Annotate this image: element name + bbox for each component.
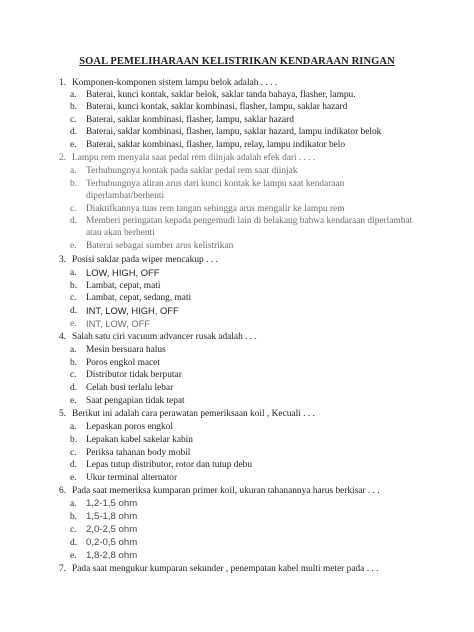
- option-letter: d.: [70, 127, 78, 137]
- option-letter: c.: [70, 370, 77, 380]
- option-text: Baterai, saklar kombinasi, flasher, lampu, saklar hazard, lampu indikator belok: [86, 127, 382, 137]
- option-letter: b.: [70, 179, 78, 189]
- option-letter: c.: [70, 115, 77, 125]
- option-text: Poros engkol macet: [86, 358, 160, 368]
- option-letter: b.: [70, 358, 78, 368]
- option-letter: a.: [70, 166, 77, 176]
- option-text: 1,8-2,8 ohm: [86, 550, 138, 561]
- question-text: Berikut ini adalah cara perawatan pemeriksaan koil , Kecuali . . .: [72, 409, 315, 419]
- option-letter: b.: [70, 281, 78, 291]
- option-letter: e.: [70, 241, 77, 251]
- option-text: Baterai sebagai sumber arus kelistrikan: [86, 241, 234, 251]
- option-letter: e.: [70, 473, 77, 483]
- option-text: Distributor tidak berputar: [86, 370, 182, 380]
- option-text: Saat pengapian tidak tepat: [86, 396, 185, 406]
- option-letter: a.: [70, 268, 77, 278]
- option-letter: a.: [70, 422, 77, 432]
- question-text: Pada saat memeriksa kumparan primer koil, ukuran tahanannya harus berkisar . . .: [72, 486, 380, 496]
- option-text: Diaktifkannya tuas rem tangan sehingga arus mengalir ke lampu rem: [86, 204, 345, 214]
- option-letter: c.: [70, 525, 77, 535]
- option-letter: e.: [70, 551, 77, 561]
- option-text: 2,0-2,5 ohm: [86, 524, 138, 535]
- option-text: LOW, HIGH, OFF: [86, 267, 160, 278]
- option-letter: d.: [70, 216, 78, 226]
- option-text: Lambat, cepat, sedang, mati: [86, 293, 192, 303]
- option-letter: e.: [70, 140, 77, 150]
- option-letter: e.: [70, 319, 77, 329]
- option-text: Mesin bersuara halus: [86, 345, 166, 355]
- option-text: Baterai, kunci kontak, saklar kombinasi, flasher, lampu, saklar hazard: [86, 102, 348, 112]
- option-text-continued: diperlambat/berhenti: [86, 191, 165, 201]
- option-letter: d.: [70, 306, 78, 316]
- option-letter: b.: [70, 435, 78, 445]
- question-number: 3.: [58, 255, 66, 265]
- option-text: Baterai, saklar kombinasi, flasher, lampu, saklar hazard: [86, 115, 294, 125]
- document-title: SOAL PEMELIHARAAN KELISTRIKAN KENDARAAN RINGAN: [79, 56, 395, 67]
- option-letter: e.: [70, 396, 77, 406]
- option-text: INT, LOW, OFF: [86, 318, 151, 329]
- option-letter: a.: [70, 345, 77, 355]
- option-letter: c.: [70, 293, 77, 303]
- question-number: 5.: [58, 409, 66, 419]
- option-text: Lepas tutup distributor, rotor dan tutup debu: [86, 460, 253, 470]
- option-text: Lepaskan poros engkol: [86, 422, 173, 432]
- option-text: 1,5-1,8 ohm: [86, 511, 138, 522]
- option-letter: d.: [70, 538, 78, 548]
- question-text: Komponen-komponen sistem lampu belok adalah . . . .: [72, 78, 278, 88]
- option-text: Ukur terminal alternator: [86, 473, 178, 483]
- option-text: Periksa tahanan body mobil: [86, 448, 191, 458]
- option-letter: a.: [70, 499, 77, 509]
- question-text: Posisi saklar pada wiper mencakup . . .: [72, 255, 218, 265]
- question-number: 1.: [58, 78, 66, 88]
- option-text: Baterai, saklar kombinasi, flasher, lampu, relay, lampu indikator belo: [86, 140, 346, 150]
- question-number: 4.: [58, 332, 66, 342]
- question-number: 2.: [58, 153, 66, 163]
- option-text: Terhubungnya kontak pada saklar pedal rem saat diinjak: [86, 166, 298, 176]
- question-text: Salah satu ciri vacuum advancer rusak adalah . . .: [72, 332, 257, 342]
- option-text: Baterai, kunci kontak, saklar belok, saklar tanda bahaya, flasher, lampu.: [86, 90, 356, 100]
- option-letter: c.: [70, 448, 77, 458]
- question-number: 7.: [58, 564, 66, 574]
- option-letter: c.: [70, 204, 77, 214]
- option-letter: d.: [70, 460, 78, 470]
- option-text: Lambat, cepat, mati: [86, 281, 161, 291]
- option-text: Celah busi terlalu lebar: [86, 383, 174, 393]
- option-letter: b.: [70, 102, 78, 112]
- option-text: 0,2-0,5 ohm: [86, 537, 138, 548]
- question-number: 6.: [58, 486, 66, 496]
- option-text-continued: atau akan berhenti: [86, 228, 155, 238]
- option-text: Lepakan kabel sakelar kabin: [86, 435, 193, 445]
- option-text: INT, LOW, HIGH, OFF: [86, 305, 179, 316]
- option-text: 1,2-1,5 ohm: [86, 498, 138, 509]
- option-text: Terhubungnya aliran arus dari kunci kontak ke lampu saat kendaraan: [86, 179, 345, 189]
- option-letter: d.: [70, 383, 78, 393]
- option-letter: b.: [70, 512, 78, 522]
- option-letter: a.: [70, 90, 77, 100]
- option-text: Memberi peringatan kepada pengemudi lain di belakang bahwa kendaraan diperlambat: [86, 216, 413, 226]
- question-text: Lampu rem menyala saat pedal rem diinjak adalah efek dari . . . .: [72, 153, 316, 163]
- question-text: Pada saat mengukur kumparan sekunder , penempatan kabel multi meter pada . . .: [72, 564, 379, 574]
